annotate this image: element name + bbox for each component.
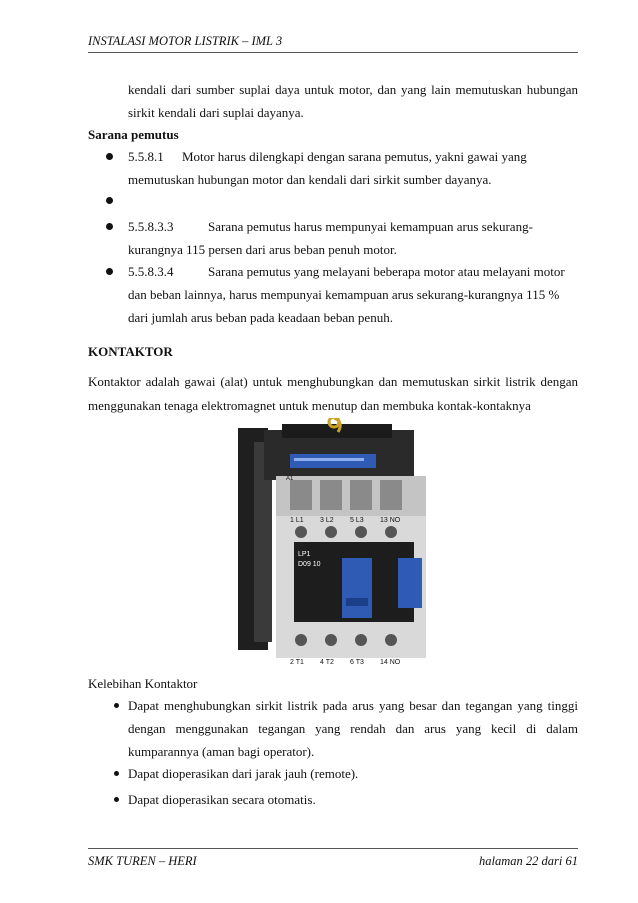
photo-label-a1: A1 xyxy=(286,476,294,482)
page-number: halaman 22 dari 61 xyxy=(479,854,578,868)
section-heading-kontaktor: KONTAKTOR xyxy=(88,344,173,359)
photo-label-model1: LP1 xyxy=(298,551,311,558)
photo-label-no: 13 NO xyxy=(380,517,401,524)
kelebihan-item-2: Dapat dioperasikan dari jarak jauh (remote). xyxy=(128,766,359,781)
sarana-item-3-line1: Sarana pemutus harus mempunyai kemampuan arus sekurang- xyxy=(208,219,533,234)
photo-label-l1: 1 L1 xyxy=(290,517,304,524)
sarana-item-1-line1: Motor harus dilengkapi dengan sarana pemutus, yakni gawai yang xyxy=(182,149,527,164)
photo-label-14no: 14 NO xyxy=(380,659,401,666)
footer-rule xyxy=(88,848,578,849)
photo-label-l3: 5 L3 xyxy=(350,517,364,524)
sarana-item-4-line1: Sarana pemutus yang melayani beberapa motor atau melayani motor xyxy=(208,264,565,279)
header-rule xyxy=(88,52,578,53)
photo-label-model2: D09 10 xyxy=(298,561,321,568)
bullet-icon xyxy=(106,197,113,204)
photo-label-t2: 4 T2 xyxy=(320,659,334,666)
section-heading-sarana: Sarana pemutus xyxy=(88,127,179,142)
photo-label-t1: 2 T1 xyxy=(290,659,304,666)
bullet-icon xyxy=(106,223,113,230)
sarana-item-3-line2: kurangnya 115 persen dari arus beban penuh motor. xyxy=(128,242,397,257)
footer-author: SMK TUREN – HERI xyxy=(88,854,197,868)
bullet-icon xyxy=(106,153,113,160)
bullet-icon xyxy=(114,797,119,802)
sarana-item-3-num: 5.5.8.3.3 xyxy=(128,219,174,234)
photo-label-t3: 6 T3 xyxy=(350,659,364,666)
kontaktor-para-line-2: menggunakan tenaga elektromagnet untuk menutup dan membuka kontak-kontaknya xyxy=(88,398,531,413)
intro-line-1: kendali dari sumber suplai daya untuk motor, dan yang lain memutuskan hubungan xyxy=(128,82,578,97)
sarana-item-4-num: 5.5.8.3.4 xyxy=(128,264,174,279)
page-header: INSTALASI MOTOR LISTRIK – IML 3 xyxy=(88,34,283,48)
kelebihan-item-1-line3: kumparannya (aman bagi operator). xyxy=(128,744,315,759)
sarana-item-4-line2: dan beban lainnya, harus mempunyai kemampuan arus sekurang-kurangnya 115 % xyxy=(128,287,560,302)
sarana-item-1-num: 5.5.8.1 xyxy=(128,149,164,164)
kelebihan-item-1-line1: Dapat menghubungkan sirkit listrik pada arus yang besar dan tegangan yang tinggi xyxy=(128,698,578,713)
kontaktor-para-line-1: Kontaktor adalah gawai (alat) untuk menghubungkan dan memutuskan sirkit listrik dengan xyxy=(88,374,578,389)
bullet-icon xyxy=(114,703,119,708)
sarana-item-4-line3: dari jumlah arus beban pada keadaan beban penuh. xyxy=(128,310,393,325)
bullet-icon xyxy=(106,268,113,275)
contactor-photo xyxy=(234,418,434,670)
sarana-item-1-line2: memutuskan hubungan motor dan kendali dari sirkit sumber dayanya. xyxy=(128,172,492,187)
kelebihan-item-3: Dapat dioperasikan secara otomatis. xyxy=(128,792,316,807)
intro-line-2: sirkit kendali dari suplai dayanya. xyxy=(128,105,304,120)
section-heading-kelebihan: Kelebihan Kontaktor xyxy=(88,676,198,691)
bullet-icon xyxy=(114,771,119,776)
kelebihan-item-1-line2: dengan menggunakan tegangan yang rendah dan arus yang kecil di dalam xyxy=(128,721,578,736)
photo-label-l2: 3 L2 xyxy=(320,517,334,524)
